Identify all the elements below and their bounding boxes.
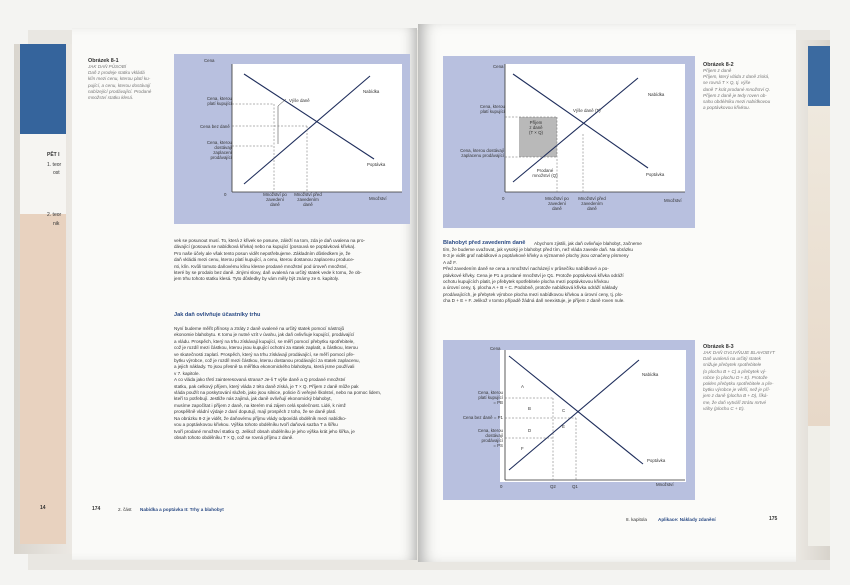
section-heading: Jak daň ovlivňuje účastníky trhu: [174, 312, 261, 318]
area-d-label: D: [528, 428, 532, 433]
x-axis-label: Množství: [656, 482, 674, 487]
right-footer-title: Aplikace: Náklady zdanění: [658, 517, 716, 522]
caption-line: nabízející prodávající. Prodané: [88, 88, 152, 94]
tab-part-label: PĚT I: [47, 152, 60, 158]
quantity-sold-label: Prodané množství (Q): [532, 168, 558, 178]
right-footer-chapter: 8. kapitola: [626, 517, 647, 522]
figure-8-3-lines: [443, 340, 695, 500]
tab-item-2b: nik: [53, 221, 60, 227]
price-buyers-label: Cena, kterou platí kupující = PB: [477, 390, 503, 405]
origin-label: 0: [500, 484, 503, 489]
tab-item-1b: ost: [53, 170, 60, 176]
price-buyers-label: Cena, kterou platí kupující: [479, 104, 505, 114]
left-cover-strip: [20, 44, 66, 544]
q1-label: Q1: [572, 484, 578, 489]
caption-line: pující, a cenu, kterou dostávají: [88, 82, 151, 88]
y-axis-label: Cena: [493, 64, 504, 69]
q-tax-label: Množství po zavedení daně: [545, 196, 569, 211]
revenue-label: Příjem z daně (T × Q): [529, 120, 543, 135]
figure-8-3-caption: Obrázek 8-3 JAK DAŇ OVLIVŇUJE BLAHOBYT Daň uvalená na určitý statek snižuje přebytek spotřebitele (o plochu B + C) a přebytek vý- robce (o plochu D + E). Protože pokles přebytku spotřebitele a pře- bytku výrobce je větší, než je pří- jem z daně (plocha B + D), říká- me, že daň vytváří ztrátu mrtvé váhy (plochu C + E).: [703, 344, 775, 411]
demand-label: Poptávka: [367, 162, 386, 167]
x-axis-label: Množství: [664, 198, 682, 203]
left-page-number: 174: [92, 506, 101, 512]
q-tax-label: Množství po zavedení daně: [263, 192, 287, 207]
price-sellers-label: Cena, kterou dostávají zaplacení prodávající: [206, 140, 232, 160]
right-body-text-lead: Abychom zjistili, jak daň ovlivňuje blahobyt, začneme: [534, 241, 642, 246]
area-b-label: B: [528, 406, 531, 411]
right-body-text: tím, že budeme uvažovat, jak vysoký je blahobyt před tím, než vláda zavede daň. Na obrázku 8-3 je vidět graf nabídkové a poptávkové křivky a významné plochy jsou označeny písmeny A až F. Před zavedením daně se cena a množství nacházejí v průsečíku nabídkové a po- ptávkové křivky. Cena je P1 a prodané množství je Q1. Protože poptávková křivka odráží ochotu kupujících platit, je přebytek spotřebitele plocha mezi poptávkovou křivkou a úrovní ceny, tj. plocha A + B + C. Podobně, protože nabídková křivka odráží náklady prodávajících, je přebytek výrobce plocha mezi nabídkovou křivkou a úrovní ceny, tj. plo- cha D + E + F. Jelikož v tomto případě žádná daň neexistuje, je příjem z daně roven nule.: [443, 247, 633, 304]
tab-page-number: 14: [40, 505, 46, 511]
supply-label: Nabídka: [642, 372, 659, 377]
demand-label: Poptávka: [647, 458, 666, 463]
price-sellers-label: Cena, kterou dostávají zaplacenu prodávající: [460, 148, 504, 158]
figure-8-1-caption: [88, 58, 168, 101]
supply-label: Nabídka: [648, 92, 665, 97]
left-footer-title: Nabídka a poptávka II: Trhy a blahobyt: [140, 507, 224, 512]
tab-item-1: 1. teor: [47, 162, 62, 168]
price-no-tax-label: Cena bez daně = P1: [462, 415, 503, 420]
area-f-label: F: [521, 446, 524, 451]
wedge-label: Výše daně: [289, 98, 310, 103]
origin-label: 0: [502, 196, 505, 201]
q2-label: Q2: [550, 484, 556, 489]
caption-title: Obrázek 8-1: [88, 58, 119, 64]
y-axis-label: Cena: [490, 346, 501, 351]
demand-label: Poptávka: [646, 172, 665, 177]
origin-label: 0: [224, 192, 227, 197]
right-cover-strip: [808, 46, 830, 546]
area-a-label: A: [521, 384, 524, 389]
x-axis-label: Množství: [369, 196, 387, 201]
caption-line: Daň z prodeje statku vkládá: [88, 70, 145, 76]
price-sellers-label: Cena, kterou dostávají prodávající = PS: [477, 428, 503, 448]
caption-line: klín mezi cenu, kterou platí ku-: [88, 76, 151, 82]
caption-line: množství statku klesá.: [88, 95, 134, 101]
supply-label: Nabídka: [363, 89, 380, 94]
area-c-label: C: [562, 408, 566, 413]
left-footer-part: 2. část: [118, 507, 132, 512]
section-heading: Blahobyt před zavedením daně: [443, 240, 526, 246]
price-buyers-label: Cena, kterou platí kupující: [206, 96, 232, 106]
left-body-text-2: Nyní budeme měřit přínosy a ztráty z daně uvalené na určitý statek pomocí nástrojů ekonomie blahobytu. K tomu je nutné vzít v úvahu, jak daň ovlivňuje kupující, prodávající a vládu. Prospěch, který na trhu získávají kupující, se měří pomocí přebytku spotřebitele, což je rozdíl mezi částkou, kterou jsou kupující ochotni za statek zaplatit, a částkou, kterou ve skutečnosti zaplatí. Prospěch, který na trhu získávají prodávající, se měří pomocí pře- bytku výrobce, což je rozdíl mezi částkou, kterou dostanou prodávající za statek zaplacenu, a jejich náklady. To jsou přesně ta měřítka ekonomického blahobytu, která jsme používali v 7. kapitole. A co vláda jako třetí zainteresovaná strana? Je-li T výše daně a Q prodané množství statku, pak celkový příjem, který vláda z této daně získá, je T × Q. Příjem z daně může pak vláda použít na poskytování služeb, jako jsou silnice, policie či veřejné školství, nebo na pomoc lidem, kteří to potřebují. Jestliže nás zajímá, jak daně ovlivňují ekonomický blahobyt, musíme započítat i příjem z daně, na kterém má zájem celá společnost. Lidé, k nimž prospěšně vládní výdaje z daní doputují, mají prospěch z toho, že se daně platí. Na obrázku 8-2 je vidět, že daňovému příjmu vlády odpovídá obdélník mezi nabídko- vou a poptávkovou křivkou. Výška tohoto obdélníku tvoří daňová sazba T a šířku tvoří prodané množství statku Q. Jelikož obsah obdélníku je jeho výška krát jeho šířka, je obsah tohoto obdélníku T × Q, což se rovná příjmu z daně.: [174, 326, 382, 440]
q-no-tax-label: Množství před zavedením daně: [578, 196, 606, 211]
y-axis-label: Cena: [204, 58, 215, 63]
q-no-tax-label: Množství před zavedením daně: [294, 192, 322, 207]
figure-8-2-caption: Obrázek 8-2 Příjem z daně Příjem, který vláda z daně získá, se rovná T × Q, tj. výše daně T krát prodané množství Q. Příjem z daně je tedy roven ob- sahu obdélníku mezi nabídkovou a poptávkovou křivkou.: [703, 62, 771, 111]
tab-item-2: 2. teor: [47, 212, 62, 218]
area-e-label: E: [562, 424, 565, 429]
caption-line: JAK DAŇ PŮSOBÍ: [88, 64, 127, 69]
wedge-label: Výše daně (T): [573, 108, 601, 113]
supply-curve: [509, 360, 639, 470]
price-no-tax-label: Cena bez daně: [200, 124, 230, 129]
right-page-number: 175: [769, 516, 778, 522]
left-body-text-1: vek se posunout musí. To, která z křivek se posune, záleží na tom, zda je daň uvalena na pro- dávající (posouvá se nabídková křivka) nebo na kupující (posouvá se poptávková křivka). Pro naše účely ale však tento posun vidět nepotřebujeme. Základním důsledkem je, že daň vkládá mezi cenu, kterou platí kupující, a cenu, kterou dostanou zaplacenu produce- nti, klín. Kvůli tomuto daňovému klínu klesne prodané množství pod úroveň množství, které by se prodalo bez daně. Jinými slovy, daň uvalená na určitý statek vede k tomu, že ob- jem trhu tohoto statku klesá. Tyto důsledky by vám měly být známy ze 6. kapitoly.: [174, 238, 365, 282]
